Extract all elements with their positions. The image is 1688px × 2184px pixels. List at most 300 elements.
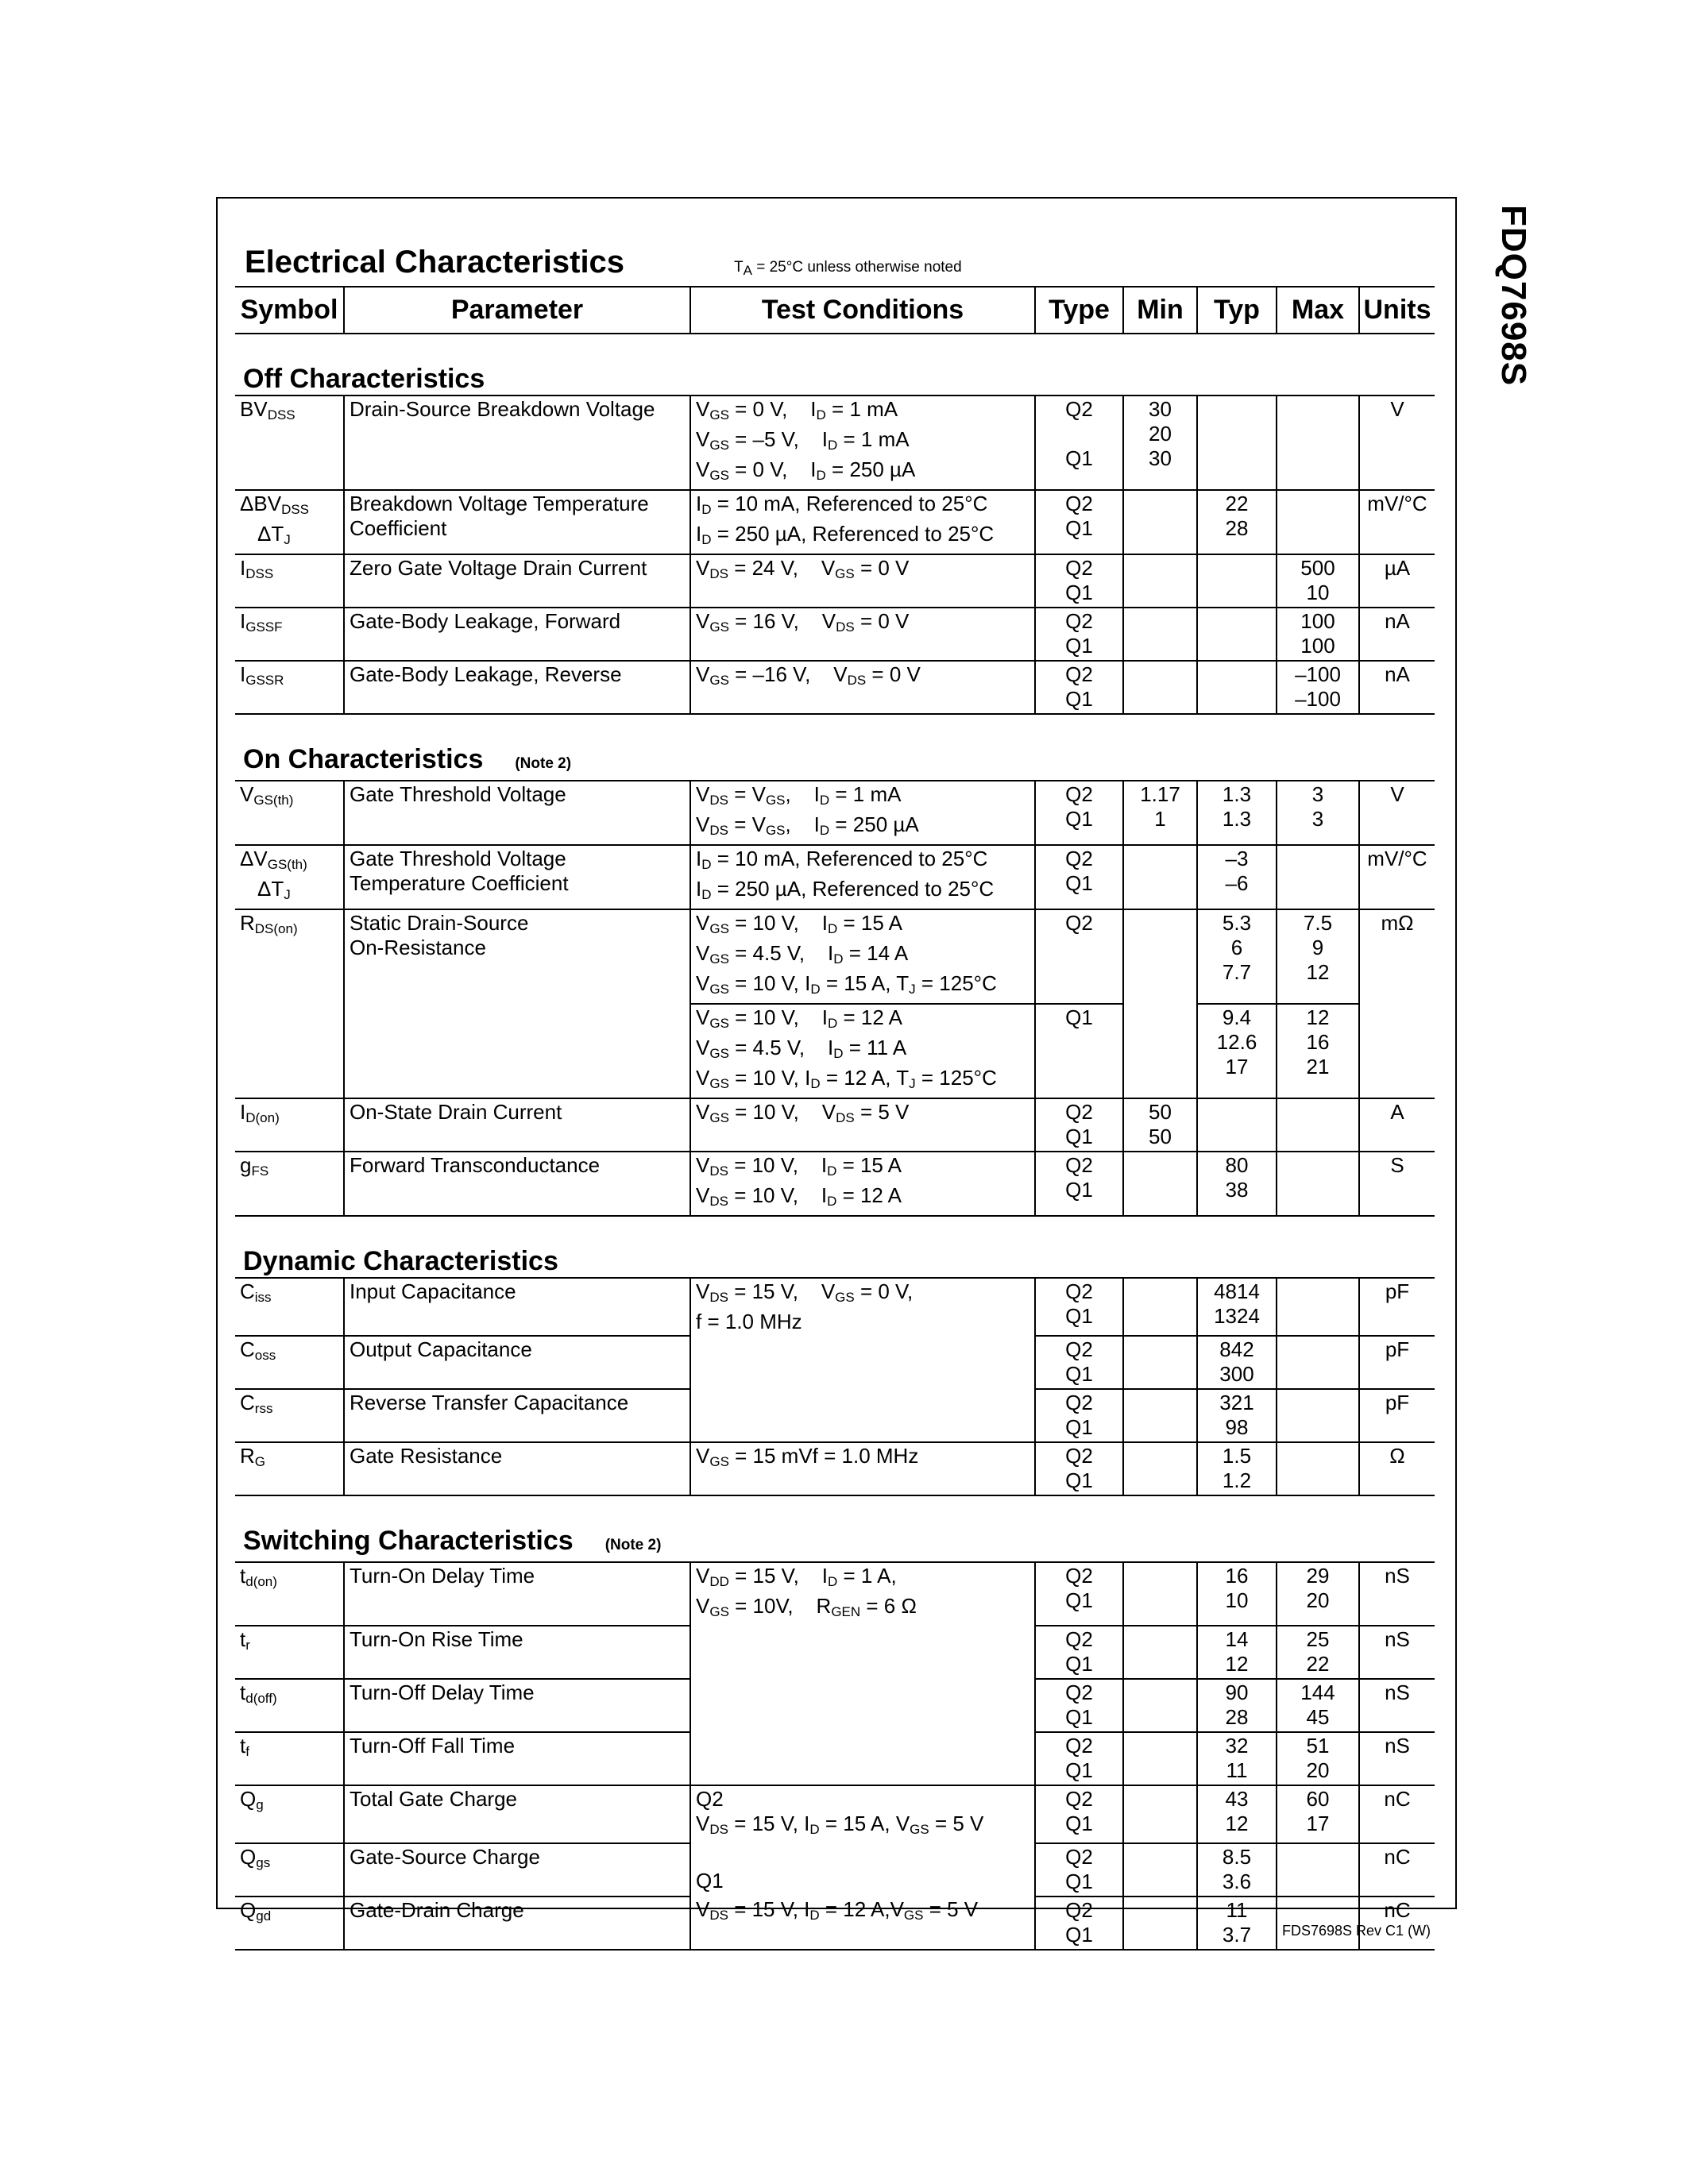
cell-line: $I_D = 10$ mA, Referenced to 25°C	[696, 847, 988, 872]
cell-line: Q2	[1065, 1444, 1093, 1468]
cell-typ	[1197, 1336, 1277, 1389]
cell-line: $\Delta T_J$	[257, 522, 291, 547]
cell-type	[1035, 1785, 1123, 1843]
cell-symbol	[235, 845, 344, 909]
cell-line: 1.3	[1222, 807, 1252, 831]
cell-line: $V_{GS} = 10V$, $R_{GEN} = 6$ Ω	[696, 1594, 917, 1619]
cell-min	[1123, 1562, 1197, 1626]
cell-max	[1277, 1785, 1359, 1843]
cell-line: $V_{GS} = 4.5$ V, $I_D = 14$ A	[696, 941, 909, 967]
cell-line: 842	[1219, 1337, 1254, 1361]
cell-line: Q1	[1065, 1758, 1093, 1782]
cell-line: Q2	[1065, 1391, 1093, 1414]
cell-line: $I_{DSS}$	[240, 556, 274, 581]
cell-symbol	[235, 1336, 344, 1389]
cell-line: Q2	[1065, 1100, 1093, 1124]
cell-line: Q1	[1065, 1923, 1093, 1947]
cell-line: $V_{DS} = 10$ V, $I_D = 12$ A	[696, 1183, 902, 1209]
cell-symbol	[235, 1785, 344, 1843]
cell-line: $I_{GSSF}$	[240, 609, 283, 635]
cell-line: Breakdown Voltage Temperature	[350, 492, 649, 515]
cell-units	[1359, 1004, 1435, 1098]
cell-typ	[1197, 1785, 1277, 1843]
heading-note: TA = 25°C unless otherwise noted	[734, 259, 962, 278]
cell-line: Temperature Coefficient	[350, 871, 569, 895]
cell-line: 28	[1225, 516, 1249, 540]
cell-type	[1035, 1098, 1123, 1152]
cell-typ	[1197, 1562, 1277, 1626]
cell-line: Q2	[1065, 556, 1093, 580]
table-row	[235, 396, 1435, 490]
cell-line: nC	[1384, 1898, 1411, 1922]
cell-max	[1277, 1843, 1359, 1897]
cell-type	[1035, 1626, 1123, 1679]
cell-type	[1035, 1004, 1123, 1098]
cell-units	[1359, 1785, 1435, 1843]
cell-line: On-Resistance	[350, 936, 486, 959]
cell-symbol	[235, 396, 344, 490]
cell-line: 1324	[1214, 1304, 1260, 1328]
cell-line: Q1	[1065, 634, 1093, 658]
cell-line: Q1	[1065, 1362, 1093, 1386]
cell-typ	[1197, 1626, 1277, 1679]
cell-max	[1277, 1098, 1359, 1152]
cell-line: Q1	[1065, 446, 1093, 470]
cell-max	[1277, 554, 1359, 608]
cell-line: Q1	[1065, 1178, 1093, 1202]
cell-symbol	[235, 1004, 344, 1098]
cell-units	[1359, 554, 1435, 608]
cell-line: 12.6	[1216, 1030, 1257, 1054]
cell-line: 32	[1225, 1734, 1249, 1758]
cell-typ	[1197, 1152, 1277, 1216]
cell-max	[1277, 1278, 1359, 1336]
cell-parameter	[344, 490, 690, 554]
cell-line: Gate-Source Charge	[350, 1845, 540, 1869]
cell-units	[1359, 1562, 1435, 1626]
cell-line: 20	[1306, 1758, 1330, 1782]
cell-line: Input Capacitance	[350, 1279, 516, 1303]
cell-line: $V_{DS} = 24$ V, $V_{GS} = 0$ V	[696, 556, 910, 581]
cell-line: $C_{oss}$	[240, 1337, 276, 1363]
cell-line: Q2	[1065, 662, 1093, 686]
cell-line: $V_{DS} = 15$ V, $I_D = 12$ $A,V_{GS} = 5$ V	[696, 1897, 979, 1923]
cell-type	[1035, 1843, 1123, 1897]
cell-line: V	[1390, 782, 1404, 806]
cell-line: 90	[1225, 1680, 1249, 1704]
cell-line: Q1	[1065, 1705, 1093, 1729]
cell-typ	[1197, 1897, 1277, 1950]
column-header: Type	[1035, 287, 1123, 334]
cell-min	[1123, 1679, 1197, 1732]
table-row	[235, 909, 1435, 1004]
cell-symbol	[235, 1442, 344, 1495]
cell-line: Q1	[696, 1869, 724, 1893]
cell-line: Q1	[1065, 1125, 1093, 1148]
cell-line: Q1	[1065, 687, 1093, 711]
cell-line: 10	[1306, 581, 1330, 604]
cell-typ	[1197, 1679, 1277, 1732]
cell-line: $V_{DS} = V_{GS}$, $I_D = 1$ mA	[696, 782, 902, 808]
cell-line: Q2	[1065, 782, 1093, 806]
cell-line: 98	[1225, 1415, 1249, 1439]
cell-symbol	[235, 661, 344, 714]
cell-line: 12	[1306, 960, 1330, 984]
cell-line: 7.5	[1303, 911, 1333, 935]
cell-line: 30	[1149, 446, 1172, 470]
cell-line: 16	[1306, 1030, 1330, 1054]
cell-line: 17	[1306, 1812, 1330, 1835]
cell-type	[1035, 608, 1123, 661]
cell-line: 1.2	[1222, 1468, 1252, 1492]
cell-symbol	[235, 1732, 344, 1785]
cell-line: nA	[1385, 609, 1410, 633]
cell-min	[1123, 1626, 1197, 1679]
cell-line: 12	[1225, 1652, 1249, 1676]
cell-type	[1035, 1336, 1123, 1389]
cell-line: Q2	[1065, 1153, 1093, 1177]
section-header-row	[235, 1495, 1435, 1562]
cell-line: Q1	[1065, 1468, 1093, 1492]
cell-line: $C_{rss}$	[240, 1391, 273, 1416]
cell-line: Q2	[1065, 1564, 1093, 1588]
cell-conditions	[690, 1843, 1035, 1897]
cell-line: 25	[1306, 1627, 1330, 1651]
cell-type	[1035, 396, 1123, 490]
cell-line: 17	[1225, 1055, 1249, 1078]
cell-conditions	[690, 1626, 1035, 1679]
cell-line: Q1	[1065, 871, 1093, 895]
cell-line: 12	[1225, 1812, 1249, 1835]
cell-conditions	[690, 1785, 1035, 1843]
cell-line: $Q_{gs}$	[240, 1845, 271, 1870]
column-header: Min	[1123, 287, 1197, 334]
footer-revision: FDS7698S Rev C1 (W)	[1282, 1923, 1431, 1939]
cell-line: $\Delta BV_{DSS}$	[240, 492, 310, 517]
cell-conditions	[690, 845, 1035, 909]
cell-line: Q2	[1065, 1898, 1093, 1922]
cell-parameter	[344, 781, 690, 845]
column-header: Test Conditions	[690, 287, 1035, 334]
cell-line: Q1	[1065, 1005, 1093, 1029]
cell-conditions	[690, 1442, 1035, 1495]
cell-line: Reverse Transfer Capacitance	[350, 1391, 629, 1414]
cell-max	[1277, 1389, 1359, 1442]
cell-units	[1359, 1626, 1435, 1679]
cell-line: Q2	[1065, 1337, 1093, 1361]
cell-line: –100	[1295, 662, 1341, 686]
cell-line: Q1	[1065, 581, 1093, 604]
cell-line: Q1	[1065, 1812, 1093, 1835]
cell-symbol	[235, 1152, 344, 1216]
section-header-row	[235, 1216, 1435, 1278]
cell-parameter	[344, 909, 690, 1004]
cell-line: $I_D = 10$ mA, Referenced to 25°C	[696, 492, 988, 517]
cell-line: 9	[1311, 936, 1324, 959]
cell-type	[1035, 845, 1123, 909]
cell-type	[1035, 490, 1123, 554]
cell-line: On-State Drain Current	[350, 1100, 562, 1124]
cell-max	[1277, 1626, 1359, 1679]
cell-line: 80	[1225, 1153, 1249, 1177]
section-note: (Note 2)	[515, 755, 572, 772]
cell-line: Output Capacitance	[350, 1337, 532, 1361]
cell-type	[1035, 1278, 1123, 1336]
cell-max	[1277, 1732, 1359, 1785]
cell-min	[1123, 396, 1197, 490]
cell-min	[1123, 1843, 1197, 1897]
cell-min	[1123, 1004, 1197, 1098]
cell-max	[1277, 1004, 1359, 1098]
cell-line: Turn-Off Fall Time	[350, 1734, 516, 1758]
cell-line: nS	[1385, 1564, 1410, 1588]
cell-line: pF	[1385, 1279, 1410, 1303]
cell-line: 38	[1225, 1178, 1249, 1202]
cell-min	[1123, 661, 1197, 714]
cell-min	[1123, 490, 1197, 554]
cell-line: Gate Threshold Voltage	[350, 847, 566, 870]
cell-line: pF	[1385, 1391, 1410, 1414]
cell-typ	[1197, 781, 1277, 845]
cell-conditions	[690, 1278, 1035, 1336]
cell-line: 20	[1149, 422, 1172, 446]
cell-line: Gate-Body Leakage, Forward	[350, 609, 621, 633]
cell-type	[1035, 1562, 1123, 1626]
cell-max	[1277, 608, 1359, 661]
cell-typ	[1197, 1732, 1277, 1785]
table-body	[235, 334, 1435, 1950]
cell-line: –100	[1295, 687, 1341, 711]
cell-conditions	[690, 781, 1035, 845]
cell-line: $V_{GS} = 16$ V, $V_{DS} = 0$ V	[696, 609, 910, 635]
cell-line: 300	[1219, 1362, 1254, 1386]
cell-line: $Q_{gd}$	[240, 1898, 272, 1924]
table-header-row	[235, 287, 1435, 334]
cell-line: 4814	[1214, 1279, 1260, 1303]
cell-symbol	[235, 1098, 344, 1152]
cell-conditions	[690, 1897, 1035, 1950]
cell-line: 43	[1225, 1787, 1249, 1811]
cell-parameter	[344, 1562, 690, 1626]
cell-line: $C_{iss}$	[240, 1279, 272, 1305]
cell-line: Turn-On Delay Time	[350, 1564, 535, 1588]
table-row	[235, 661, 1435, 714]
cell-type	[1035, 1152, 1123, 1216]
cell-min	[1123, 1278, 1197, 1336]
cell-conditions	[690, 1098, 1035, 1152]
cell-line: 22	[1225, 492, 1249, 515]
cell-symbol	[235, 1626, 344, 1679]
cell-symbol	[235, 1389, 344, 1442]
column-header: Units	[1359, 287, 1435, 334]
cell-line: $t_{d(on)}$	[240, 1564, 277, 1589]
table-row	[235, 781, 1435, 845]
section-title: On Characteristics	[243, 744, 484, 774]
column-header: Symbol	[235, 287, 344, 334]
cell-line: $Q_g$	[240, 1787, 264, 1812]
cell-line: µA	[1384, 556, 1411, 580]
cell-line: $V_{GS} = -16$ V, $V_{DS} = 0$ V	[696, 662, 921, 688]
cell-line: 7.7	[1222, 960, 1252, 984]
cell-line: 3	[1311, 807, 1324, 831]
cell-typ	[1197, 1442, 1277, 1495]
cell-line: 144	[1300, 1680, 1335, 1704]
column-header: Parameter	[344, 287, 690, 334]
cell-line: Q1	[1065, 1870, 1093, 1893]
cell-max	[1277, 490, 1359, 554]
cell-typ	[1197, 1004, 1277, 1098]
table-row	[235, 1278, 1435, 1336]
cell-line: 21	[1306, 1055, 1330, 1078]
cell-min	[1123, 909, 1197, 1004]
cell-type	[1035, 781, 1123, 845]
cell-line: Q1	[1065, 1304, 1093, 1328]
cell-conditions	[690, 909, 1035, 1004]
cell-line: Zero Gate Voltage Drain Current	[350, 556, 647, 580]
cell-min	[1123, 1152, 1197, 1216]
table-row	[235, 1562, 1435, 1626]
cell-conditions	[690, 554, 1035, 608]
cell-line: $V_{DS} = 15$ V, $I_D = 15$ A, $V_{GS} = 5$ V	[696, 1812, 984, 1837]
cell-parameter	[344, 1843, 690, 1897]
cell-line: Q2	[1065, 1787, 1093, 1811]
cell-line: S	[1390, 1153, 1404, 1177]
cell-line: 1.17	[1140, 782, 1180, 806]
cell-line: $I_D = 250$ µA, Referenced to 25°C	[696, 522, 995, 547]
table-row	[235, 608, 1435, 661]
cell-line: 22	[1306, 1652, 1330, 1676]
cell-min	[1123, 1897, 1197, 1950]
cell-line: mV/°C	[1367, 492, 1427, 515]
table-row	[235, 1152, 1435, 1216]
cell-line: $V_{GS} = 15$ mVf = 1.0 MHz	[696, 1444, 919, 1469]
cell-line: 16	[1225, 1564, 1249, 1588]
cell-line: Turn-Off Delay Time	[350, 1680, 535, 1704]
cell-units	[1359, 1152, 1435, 1216]
cell-min	[1123, 1785, 1197, 1843]
cell-line: $V_{GS} = 4.5$ V, $I_D = 11$ A	[696, 1036, 907, 1061]
cell-units	[1359, 781, 1435, 845]
cell-line: 12	[1306, 1005, 1330, 1029]
section-header-row	[235, 714, 1435, 781]
cell-max	[1277, 661, 1359, 714]
cell-units	[1359, 1442, 1435, 1495]
cell-parameter	[344, 1442, 690, 1495]
cell-type	[1035, 1897, 1123, 1950]
cell-units	[1359, 1679, 1435, 1732]
cell-line: Gate Threshold Voltage	[350, 782, 566, 806]
cell-min	[1123, 845, 1197, 909]
cell-line: $V_{GS} = 0$ V, $I_D = 250$ µA	[696, 457, 916, 483]
cell-line: nC	[1384, 1845, 1411, 1869]
table-row	[235, 1843, 1435, 1897]
section-title: Off Characteristics	[243, 364, 485, 394]
cell-line: 1.5	[1222, 1444, 1252, 1468]
table-row	[235, 845, 1435, 909]
cell-conditions	[690, 1152, 1035, 1216]
cell-line: 3.6	[1222, 1870, 1252, 1893]
cell-conditions	[690, 490, 1035, 554]
cell-line: 3.7	[1222, 1923, 1252, 1947]
cell-units	[1359, 845, 1435, 909]
cell-line: –3	[1225, 847, 1249, 870]
cell-units	[1359, 608, 1435, 661]
table-row	[235, 1389, 1435, 1442]
section-note: (Note 2)	[605, 1537, 662, 1553]
cell-type	[1035, 661, 1123, 714]
cell-typ	[1197, 661, 1277, 714]
cell-line: Q2	[1065, 911, 1093, 935]
cell-line: 11	[1226, 1898, 1248, 1922]
cell-symbol	[235, 909, 344, 1004]
table-row	[235, 1336, 1435, 1389]
cell-symbol	[235, 554, 344, 608]
cell-line: 28	[1225, 1705, 1249, 1729]
cell-line: $\Delta V_{GS(th)}$	[240, 847, 307, 872]
cell-max	[1277, 909, 1359, 1004]
cell-max	[1277, 1336, 1359, 1389]
cell-parameter	[344, 1679, 690, 1732]
cell-line: $I_{D(on)}$	[240, 1100, 280, 1125]
cell-line: $V_{DD} = 15$ V, $I_D = 1$ A,	[696, 1564, 897, 1589]
cell-line: pF	[1385, 1337, 1410, 1361]
cell-line: 1.3	[1222, 782, 1252, 806]
cell-parameter	[344, 1897, 690, 1950]
cell-conditions	[690, 1679, 1035, 1732]
cell-line: 3	[1311, 782, 1324, 806]
cell-parameter	[344, 1626, 690, 1679]
cell-units	[1359, 661, 1435, 714]
cell-line: Q2	[1065, 1845, 1093, 1869]
table-row	[235, 554, 1435, 608]
cell-line: mV/°C	[1367, 847, 1427, 870]
cell-line: Q1	[1065, 516, 1093, 540]
cell-line: $V_{GS} = 10$ V, $I_D = 12$ A, $T_J = 125^\circ C$	[696, 1066, 997, 1091]
table-row	[235, 490, 1435, 554]
cell-line: 51	[1306, 1734, 1330, 1758]
cell-min	[1123, 781, 1197, 845]
table-row	[235, 1626, 1435, 1679]
cell-line: V	[1390, 397, 1404, 421]
cell-line: $I_D = 250$ µA, Referenced to 25°C	[696, 877, 995, 902]
cell-line: 14	[1225, 1627, 1249, 1651]
cell-line: $BV_{DSS}$	[240, 397, 295, 423]
cell-units	[1359, 1389, 1435, 1442]
cell-line: Q2	[696, 1787, 724, 1811]
section-title: Switching Characteristics	[243, 1526, 574, 1556]
cell-units	[1359, 1098, 1435, 1152]
cell-line: $t_{d(off)}$	[240, 1680, 277, 1706]
cell-min	[1123, 1098, 1197, 1152]
cell-units	[1359, 1278, 1435, 1336]
cell-parameter	[344, 1278, 690, 1336]
cell-line: 20	[1306, 1588, 1330, 1612]
cell-parameter	[344, 396, 690, 490]
cell-parameter	[344, 661, 690, 714]
cell-line: Gate-Drain Charge	[350, 1898, 524, 1922]
cell-parameter	[344, 1098, 690, 1152]
section-heading: Electrical Characteristics	[245, 245, 625, 280]
cell-line: Gate Resistance	[350, 1444, 503, 1468]
cell-line: $V_{GS} = 10$ V, $I_D = 15$ A, $T_J = 125^\circ C$	[696, 971, 997, 997]
cell-symbol	[235, 1278, 344, 1336]
cell-parameter	[344, 1004, 690, 1098]
cell-line: Coefficient	[350, 516, 447, 540]
cell-min	[1123, 1732, 1197, 1785]
cell-type	[1035, 909, 1123, 1004]
cell-parameter	[344, 845, 690, 909]
cell-line: 5.3	[1222, 911, 1252, 935]
